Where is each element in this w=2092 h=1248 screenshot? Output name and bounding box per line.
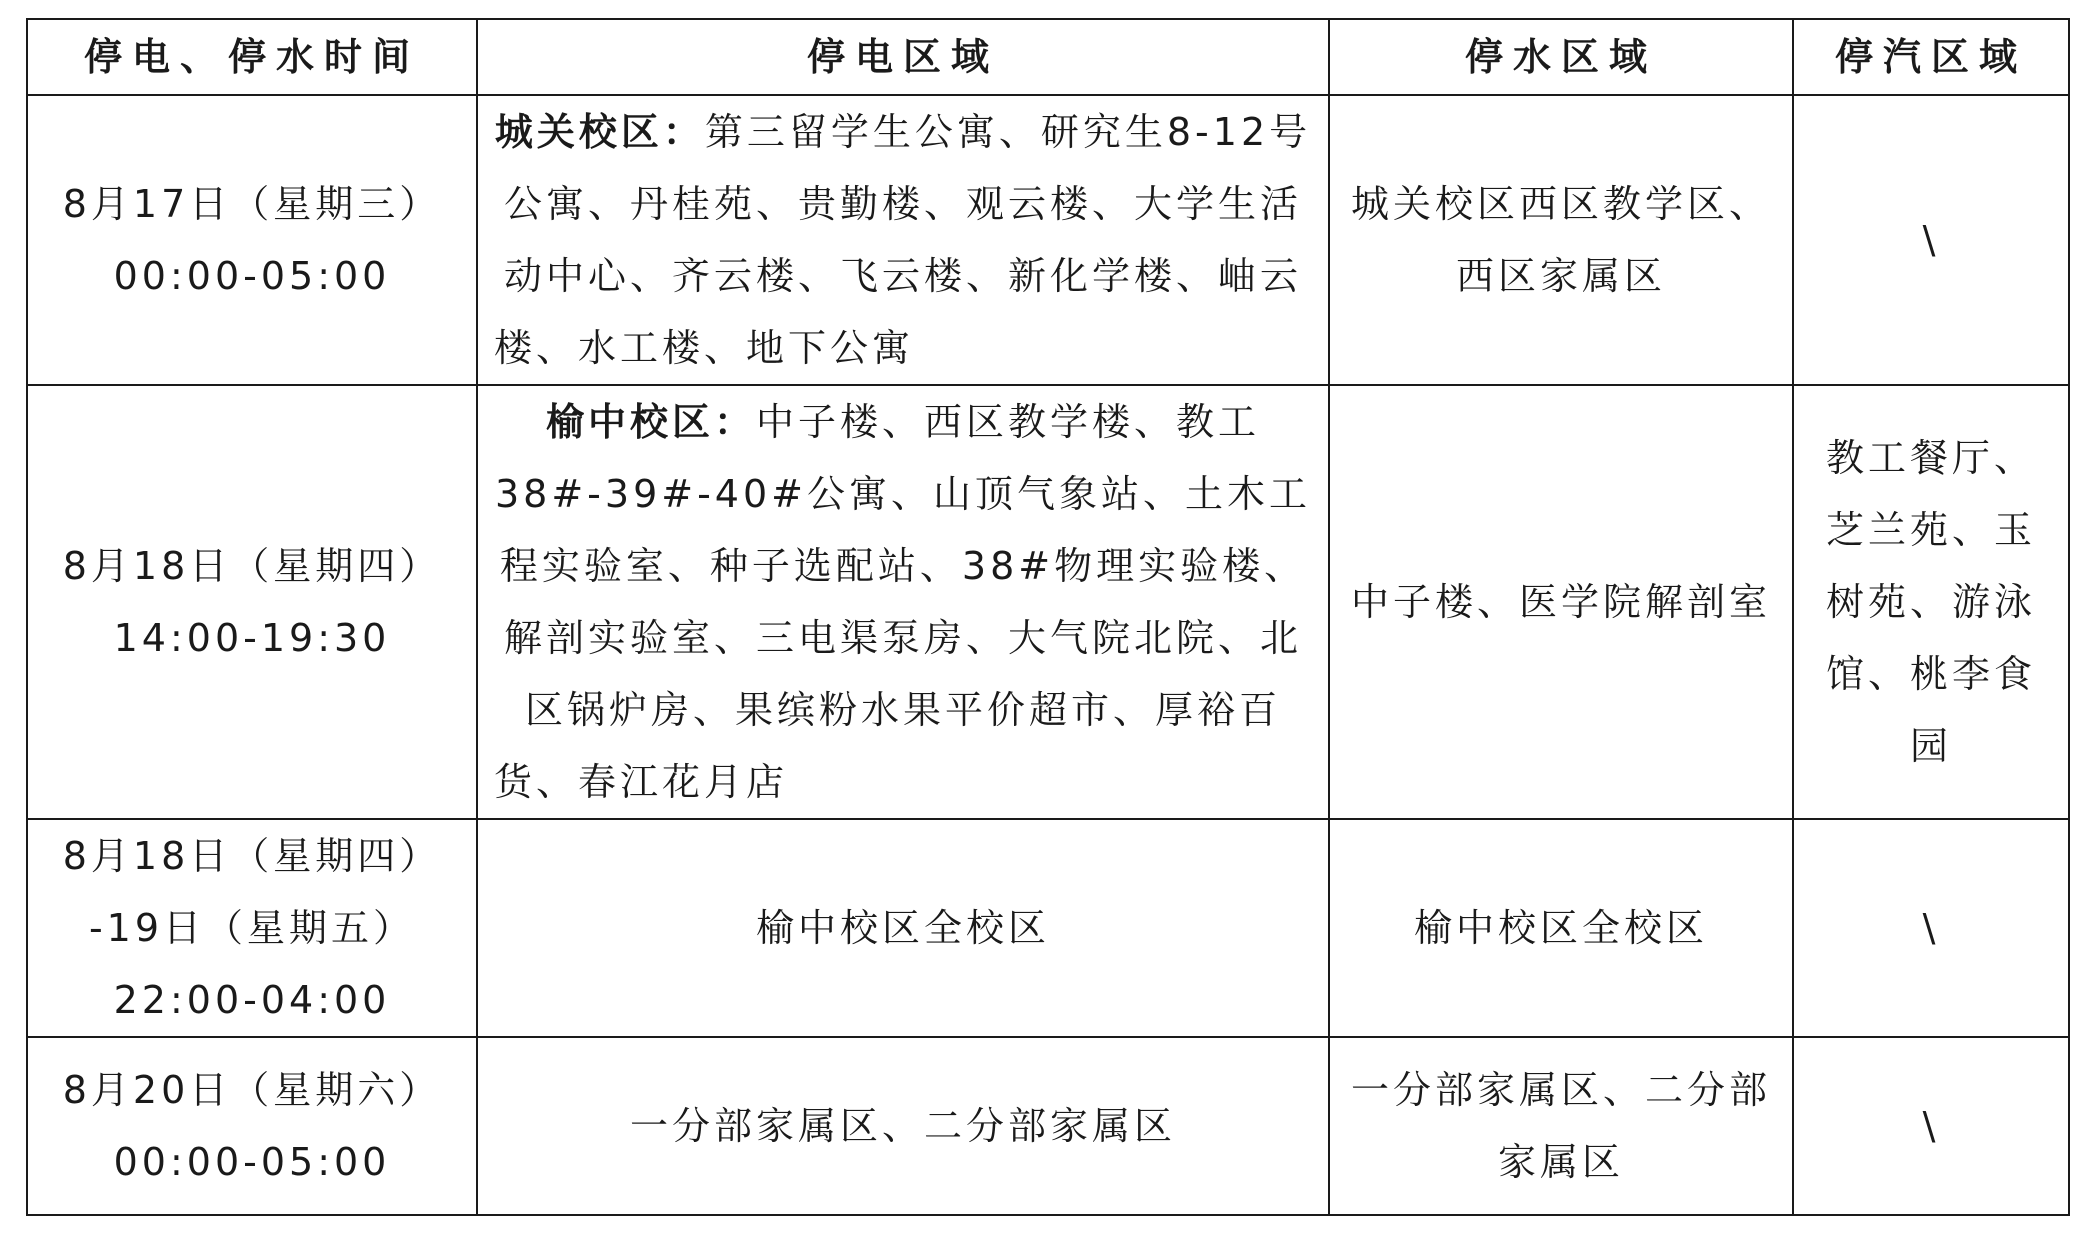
- date-text: 8月20日（星期六）: [62, 1068, 442, 1112]
- header-time: 停电、停水时间: [27, 19, 477, 95]
- power-area-cell: [477, 95, 1329, 385]
- time-range-text: 14:00-19:30: [113, 616, 391, 660]
- time-range-text: 00:00-05:00: [113, 1140, 391, 1184]
- campus-label: 城关校区：: [494, 110, 705, 154]
- outage-schedule-table: [26, 18, 2070, 1216]
- time-range-text: 22:00-04:00: [113, 978, 391, 1022]
- power-area-text: 中子楼、西区教学楼、教工38#-39#-40#公寓、山顶气象站、土木工程实验室、种子选配站、38#物理实验楼、解剖实验室、三电渠泵房、大气院北院、北区锅炉房、果缤粉水果平价超市、厚裕百货、春江花月店: [494, 400, 1311, 804]
- gas-area-cell: \: [1793, 95, 2069, 385]
- header-power-area: 停电区域: [477, 19, 1329, 95]
- power-area-cell: 榆中校区全校区: [477, 819, 1329, 1037]
- table-row: [27, 1037, 2069, 1215]
- header-water-area: 停水区域: [1329, 19, 1793, 95]
- water-area-cell: 城关校区西区教学区、西区家属区: [1329, 95, 1793, 385]
- date-text: 8月18日（星期四）: [62, 834, 442, 878]
- date-end-text: -19日（星期五）: [88, 906, 416, 950]
- date-text: 8月18日（星期四）: [62, 544, 442, 588]
- water-area-cell: 榆中校区全校区: [1329, 819, 1793, 1037]
- table-header-row: [27, 19, 2069, 95]
- power-area-cell: [477, 385, 1329, 819]
- table-row: [27, 385, 2069, 819]
- power-area-cell: 一分部家属区、二分部家属区: [477, 1037, 1329, 1215]
- header-gas-area: 停汽区域: [1793, 19, 2069, 95]
- time-cell: [27, 385, 477, 819]
- time-cell: [27, 819, 477, 1037]
- time-cell: [27, 95, 477, 385]
- date-text: 8月17日（星期三）: [62, 182, 442, 226]
- gas-area-cell: 教工餐厅、芝兰苑、玉树苑、游泳馆、桃李食园: [1793, 385, 2069, 819]
- power-area-text: 第三留学生公寓、研究生8-12号公寓、丹桂苑、贵勤楼、观云楼、大学生活动中心、齐云楼、飞云楼、新化学楼、岫云楼、水工楼、地下公寓: [494, 110, 1312, 370]
- table-row: [27, 819, 2069, 1037]
- gas-area-cell: \: [1793, 819, 2069, 1037]
- gas-area-cell: \: [1793, 1037, 2069, 1215]
- campus-label: 榆中校区：: [545, 400, 756, 444]
- table-row: [27, 95, 2069, 385]
- water-area-cell: 一分部家属区、二分部家属区: [1329, 1037, 1793, 1215]
- time-cell: [27, 1037, 477, 1215]
- time-range-text: 00:00-05:00: [113, 254, 391, 298]
- water-area-cell: 中子楼、医学院解剖室: [1329, 385, 1793, 819]
